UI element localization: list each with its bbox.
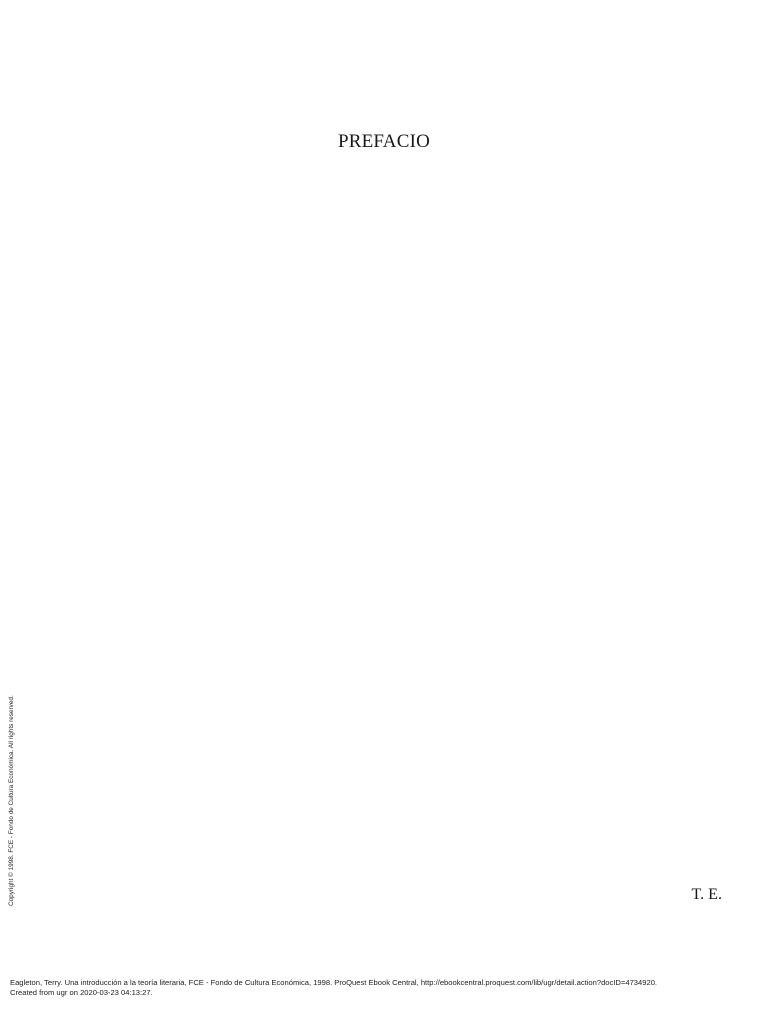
page-title: PREFACIO [337, 131, 431, 152]
created-line: Created from ugr on 2020-03-23 04:13:27. [10, 987, 153, 997]
copyright-side-note: Copyright © 1998. FCE - Fondo de Cultura Económica. All rights reserved. [8, 695, 15, 906]
citation-footer [10, 978, 657, 997]
signature: T. E. [691, 886, 722, 903]
citation-line: Eagleton, Terry. Una introducción a la teoría literaria, FCE - Fondo de Cultura Económica, 1998. ProQuest Ebook Central, http://ebookcentral.proquest.com/lib/ugr/detail.action?docID=4734920. [10, 978, 658, 987]
